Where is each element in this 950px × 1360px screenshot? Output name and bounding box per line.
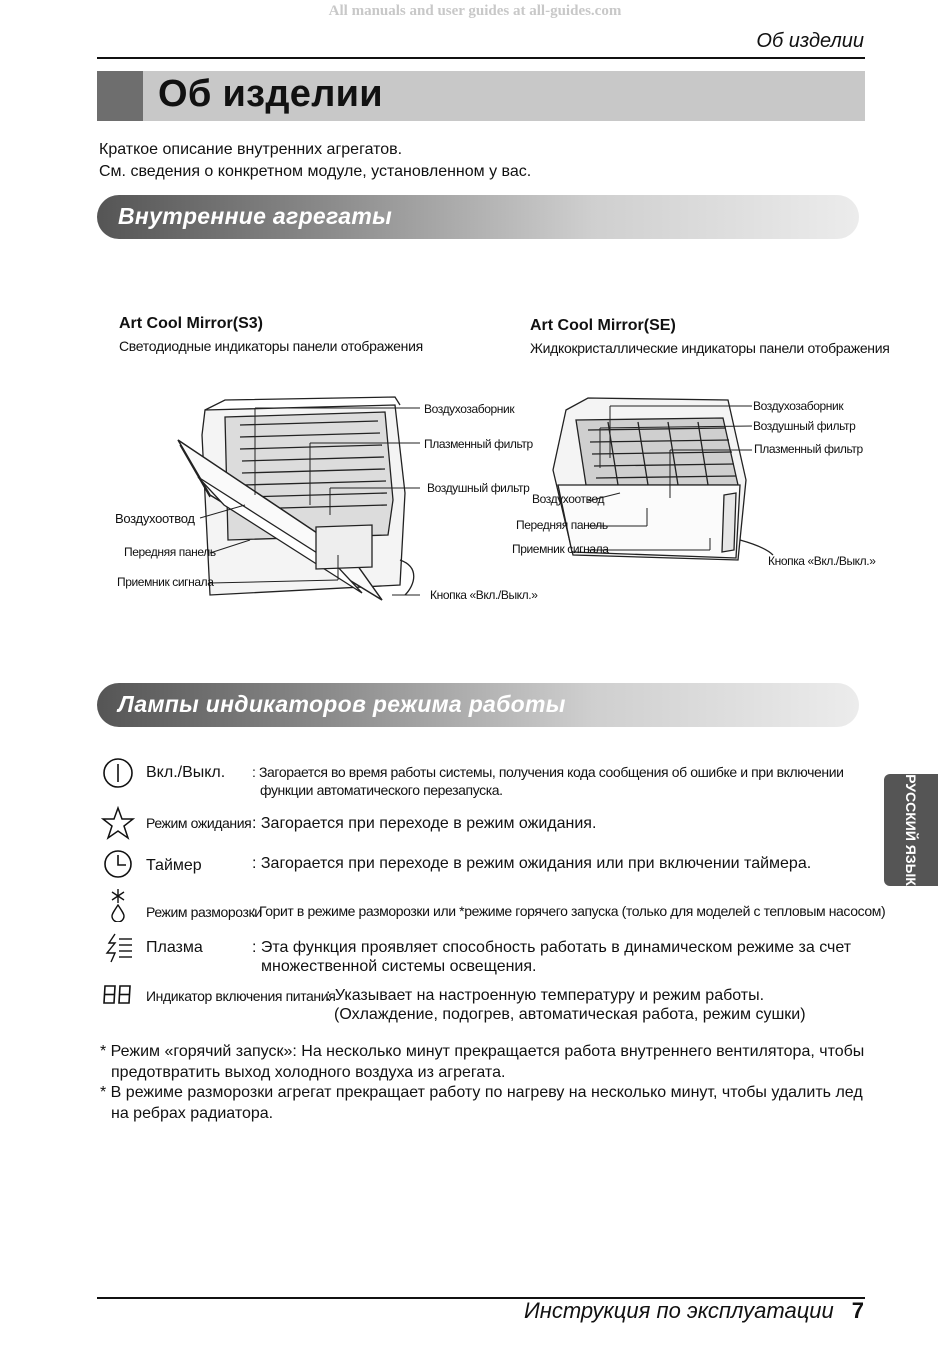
intro-line-2: См. сведения о конкретном модуле, установленном у вас. — [99, 163, 532, 180]
language-side-tab-label: РУССКИЙ ЯЗЫК — [903, 774, 919, 886]
indicator-name-timer: Таймер — [146, 857, 202, 874]
s3-label-plasma-filter: Плазменный фильтр — [424, 437, 533, 451]
footnote-hot-start: * Режим «горячий запуск»: На несколько минут прекращается работа внутреннего вентилятора, чтобы предотвратить выход холодного воздуха из агрегата. — [100, 1043, 865, 1081]
indicator-name-power-display: Индикатор включения питания — [146, 988, 336, 1004]
watermark: All manuals and user guides at all-guides.com — [328, 3, 622, 19]
se-label-air-outlet: Воздухоотвод — [532, 492, 605, 506]
intro-text — [99, 139, 531, 183]
indicator-name-defrost: Режим разморозки — [146, 904, 262, 920]
se-label-front-panel: Передняя панель — [516, 518, 608, 532]
indicator-desc-power-display: : Указывает на настроенную температуру и режим работы. (Охлаждение, подогрев, автоматическая работа, режим сушки) — [326, 987, 806, 1023]
page-number: 7 — [851, 1298, 864, 1323]
s3-label-front-panel: Передняя панель — [124, 545, 216, 559]
section-indoor-units-title: Внутренние агрегаты — [118, 203, 393, 229]
intro-line-1: Краткое описание внутренних агрегатов. — [99, 141, 403, 158]
s3-label-air-outlet: Воздухоотвод — [115, 511, 195, 526]
header-rule — [97, 57, 865, 59]
footer — [524, 1298, 864, 1324]
indicator-desc-plasma: : Эта функция проявляет способность работать в динамическом режиме за счет множественной системы освещения. — [252, 939, 852, 975]
defrost-icon — [101, 888, 135, 922]
se-label-signal-receiver: Приемник сигнала — [512, 542, 609, 556]
se-label-plasma-filter: Плазменный фильтр — [754, 442, 863, 456]
se-label-air-filter: Воздушный фильтр — [753, 419, 856, 433]
page-title: Об изделии — [158, 73, 383, 115]
s3-label-signal-receiver: Приемник сигнала — [117, 575, 214, 589]
power-icon — [101, 756, 135, 790]
indicator-desc-standby: : Загорается при переходе в режим ожидания. — [252, 815, 597, 832]
se-label-air-intake: Воздухозаборник — [753, 399, 844, 413]
clock-icon — [101, 847, 135, 881]
model-s3-subtitle: Светодиодные индикаторы панели отображения — [119, 338, 423, 354]
s3-label-air-intake: Воздухозаборник — [424, 402, 515, 416]
model-se-title: Art Cool Mirror(SE) — [530, 317, 676, 334]
section-indoor-units — [97, 195, 859, 239]
language-side-tab — [884, 774, 938, 886]
footnote-defrost: * В режиме разморозки агрегат прекращает работу по нагреву на несколько минут, чтобы удалить лед на ребрах радиатора. — [100, 1084, 863, 1122]
digit-display-icon — [101, 983, 135, 1007]
indicator-name-standby: Режим ожидания — [146, 815, 252, 831]
plasma-icon — [101, 931, 135, 965]
s3-label-air-filter: Воздушный фильтр — [427, 481, 530, 495]
indicator-desc-power: : Загорается во время работы системы, получения кода сообщения об ошибке и при включении функции автоматического перезапуска. — [252, 764, 844, 798]
s3-label-on-off-button: Кнопка «Вкл./Выкл.» — [430, 588, 538, 602]
indicator-name-plasma: Плазма — [146, 939, 203, 956]
model-s3-title: Art Cool Mirror(S3) — [119, 315, 263, 332]
indicator-desc-defrost: : Горит в режиме разморозки или *режиме горячего запуска (только для моделей с тепловым насосом) — [252, 903, 886, 919]
footer-text: Инструкция по эксплуатации — [523, 1298, 834, 1323]
model-se-subtitle: Жидкокристаллические индикаторы панели отображения — [530, 340, 890, 356]
section-indicator-lamps-title: Лампы индикаторов режима работы — [118, 691, 566, 717]
title-bar-accent — [97, 71, 143, 121]
section-indicator-lamps — [97, 683, 859, 727]
se-label-on-off-button: Кнопка «Вкл./Выкл.» — [768, 554, 876, 568]
indicator-name-power: Вкл./Выкл. — [146, 764, 226, 781]
se-leader-lines — [580, 398, 760, 558]
running-header: Об изделии — [756, 30, 864, 52]
indicator-desc-timer: : Загорается при переходе в режим ожидания или при включении таймера. — [252, 855, 812, 872]
star-icon — [101, 806, 135, 840]
